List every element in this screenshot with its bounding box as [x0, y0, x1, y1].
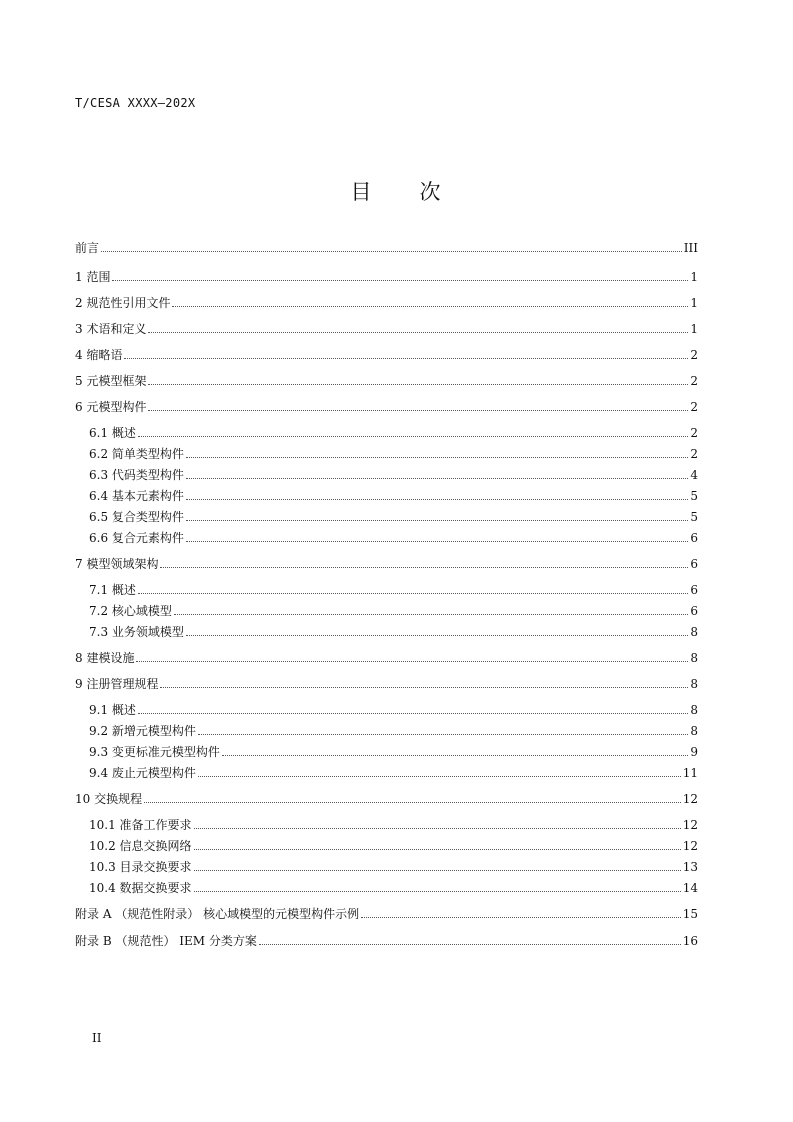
toc-entry[interactable]: [75, 791, 698, 807]
toc-entry[interactable]: [89, 817, 698, 833]
toc-entry-label: 7.3 业务领域模型: [89, 625, 184, 639]
toc-entry-label: 附录 A （规范性附录） 核心域模型的元模型构件示例: [75, 907, 360, 921]
toc-entry[interactable]: [75, 347, 698, 363]
toc-leader-dots: [186, 457, 688, 458]
toc-entry[interactable]: [75, 373, 698, 389]
toc-entry-page: 8: [690, 677, 698, 691]
toc-entry-page: 2: [690, 374, 698, 388]
toc-leader-dots: [160, 567, 688, 568]
toc-entry-label: 附录 B （规范性） IEM 分类方案: [75, 934, 257, 948]
toc-entry-page: 6: [690, 583, 698, 597]
toc-entry[interactable]: [89, 859, 698, 875]
toc-leader-dots: [172, 306, 688, 307]
toc-leader-dots: [186, 635, 688, 636]
toc-entry[interactable]: [75, 556, 698, 572]
toc-leader-dots: [124, 358, 688, 359]
toc-entry-page: 4: [690, 468, 698, 482]
toc-leader-dots: [361, 917, 681, 918]
toc-entry[interactable]: [75, 676, 698, 692]
toc-entry[interactable]: [89, 467, 698, 483]
toc-entry-label: 6.6 复合元素构件: [89, 531, 184, 545]
toc-entry-page: 6: [690, 557, 698, 571]
toc-entry-label: 10.3 目录交换要求: [89, 860, 192, 874]
toc-entry-label: 7.2 核心域模型: [89, 604, 172, 618]
toc-leader-dots: [138, 436, 688, 437]
toc-entry-page: 2: [690, 400, 698, 414]
toc-leader-dots: [186, 520, 688, 521]
toc-entry-page: 12: [682, 839, 698, 853]
toc-leader-dots: [144, 802, 681, 803]
toc-entry-label: 6 元模型构件: [75, 400, 147, 414]
toc-entry[interactable]: [89, 702, 698, 718]
toc-entry[interactable]: [89, 509, 698, 525]
toc-entry-label: 10.1 准备工作要求: [89, 818, 192, 832]
toc-entry-label: 3 术语和定义: [75, 322, 147, 336]
toc-leader-dots: [148, 410, 688, 411]
toc-entry-label: 1 范围: [75, 270, 111, 284]
toc-leader-dots: [112, 280, 688, 281]
toc-leader-dots: [194, 891, 681, 892]
toc-entry[interactable]: [75, 933, 698, 949]
toc-entry-page: 2: [690, 348, 698, 362]
toc-entry-label: 8 建模设施: [75, 651, 135, 665]
toc-leader-dots: [194, 849, 681, 850]
toc-leader-dots: [194, 870, 681, 871]
toc-entry-label: 9 注册管理规程: [75, 677, 159, 691]
toc-leader-dots: [136, 661, 688, 662]
toc-leader-dots: [148, 332, 688, 333]
page-title: 目 次: [350, 180, 443, 204]
toc-entry-label: 前言: [75, 241, 100, 255]
toc-entry-label: 6.3 代码类型构件: [89, 468, 184, 482]
toc-leader-dots: [186, 478, 688, 479]
toc-entry-page: 12: [682, 818, 698, 832]
toc-entry-page: 2: [690, 447, 698, 461]
toc-entry[interactable]: [89, 425, 698, 441]
toc-entry-page: 13: [682, 860, 698, 874]
toc-entry[interactable]: [89, 530, 698, 546]
toc-entry[interactable]: [75, 240, 698, 256]
toc-entry-page: 6: [690, 604, 698, 618]
toc-entry[interactable]: [75, 399, 698, 415]
toc-leader-dots: [222, 755, 688, 756]
toc-entry-page: 11: [682, 766, 698, 780]
toc-entry-label: 10.4 数据交换要求: [89, 881, 192, 895]
toc-entry-label: 6.4 基本元素构件: [89, 489, 184, 503]
toc-entry[interactable]: [89, 765, 698, 781]
toc-entry-label: 7.1 概述: [89, 583, 136, 597]
toc-entry[interactable]: [75, 906, 698, 922]
toc-entry-page: 16: [682, 934, 698, 948]
toc-leader-dots: [198, 734, 688, 735]
toc-leader-dots: [138, 713, 688, 714]
toc-leader-dots: [198, 776, 681, 777]
toc-entry[interactable]: [89, 744, 698, 760]
toc-entry-page: 12: [682, 792, 698, 806]
toc-entry[interactable]: [75, 321, 698, 337]
toc-entry-page: 5: [690, 489, 698, 503]
toc-entry-label: 6.5 复合类型构件: [89, 510, 184, 524]
toc-entry-page: 8: [690, 651, 698, 665]
toc-entry[interactable]: [89, 446, 698, 462]
toc-entry[interactable]: [89, 880, 698, 896]
toc-entry-page: 8: [690, 703, 698, 717]
toc-entry-label: 6.2 简单类型构件: [89, 447, 184, 461]
toc-entry-page: 1: [690, 270, 698, 284]
toc-leader-dots: [160, 687, 688, 688]
toc-entry-page: 2: [690, 426, 698, 440]
toc-entry[interactable]: [75, 650, 698, 666]
toc-entry[interactable]: [89, 582, 698, 598]
toc-entry-label: 9.2 新增元模型构件: [89, 724, 196, 738]
toc-entry[interactable]: [75, 295, 698, 311]
toc-entry-page: 15: [682, 907, 698, 921]
toc-entry-label: 7 模型领域架构: [75, 557, 159, 571]
toc-entry-label: 10.2 信息交换网络: [89, 839, 192, 853]
toc-entry-page: 6: [690, 531, 698, 545]
toc-entry-page: 1: [690, 296, 698, 310]
toc-entry-page: 1: [690, 322, 698, 336]
toc-entry-label: 9.3 变更标准元模型构件: [89, 745, 220, 759]
toc-entry-label: 9.4 废止元模型构件: [89, 766, 196, 780]
toc-entry-label: 2 规范性引用文件: [75, 296, 171, 310]
toc-leader-dots: [138, 593, 688, 594]
page-number: II: [92, 1031, 102, 1045]
toc-entry-page: 14: [682, 881, 698, 895]
toc-leader-dots: [186, 499, 688, 500]
toc-entry[interactable]: [89, 624, 698, 640]
toc-entry-page: 9: [690, 745, 698, 759]
toc-leader-dots: [259, 944, 681, 945]
toc-leader-dots: [101, 251, 682, 252]
toc-leader-dots: [148, 384, 688, 385]
toc-entry-page: 5: [690, 510, 698, 524]
toc-entry-page: 8: [690, 625, 698, 639]
toc-entry-label: 9.1 概述: [89, 703, 136, 717]
toc-leader-dots: [186, 541, 688, 542]
toc-entry-page: III: [683, 241, 698, 255]
toc-entry-page: 8: [690, 724, 698, 738]
toc-entry[interactable]: [75, 269, 698, 285]
toc-entry[interactable]: [89, 723, 698, 739]
toc-entry-label: 5 元模型框架: [75, 374, 147, 388]
toc-entry[interactable]: [89, 838, 698, 854]
toc-entry-label: 10 交换规程: [75, 792, 143, 806]
toc-leader-dots: [174, 614, 688, 615]
toc-entry[interactable]: [89, 603, 698, 619]
document-code: T/CESA XXXX—202X: [75, 96, 196, 110]
toc-leader-dots: [194, 828, 681, 829]
toc-entry-label: 4 缩略语: [75, 348, 123, 362]
toc-entry-label: 6.1 概述: [89, 426, 136, 440]
toc-entry[interactable]: [89, 488, 698, 504]
